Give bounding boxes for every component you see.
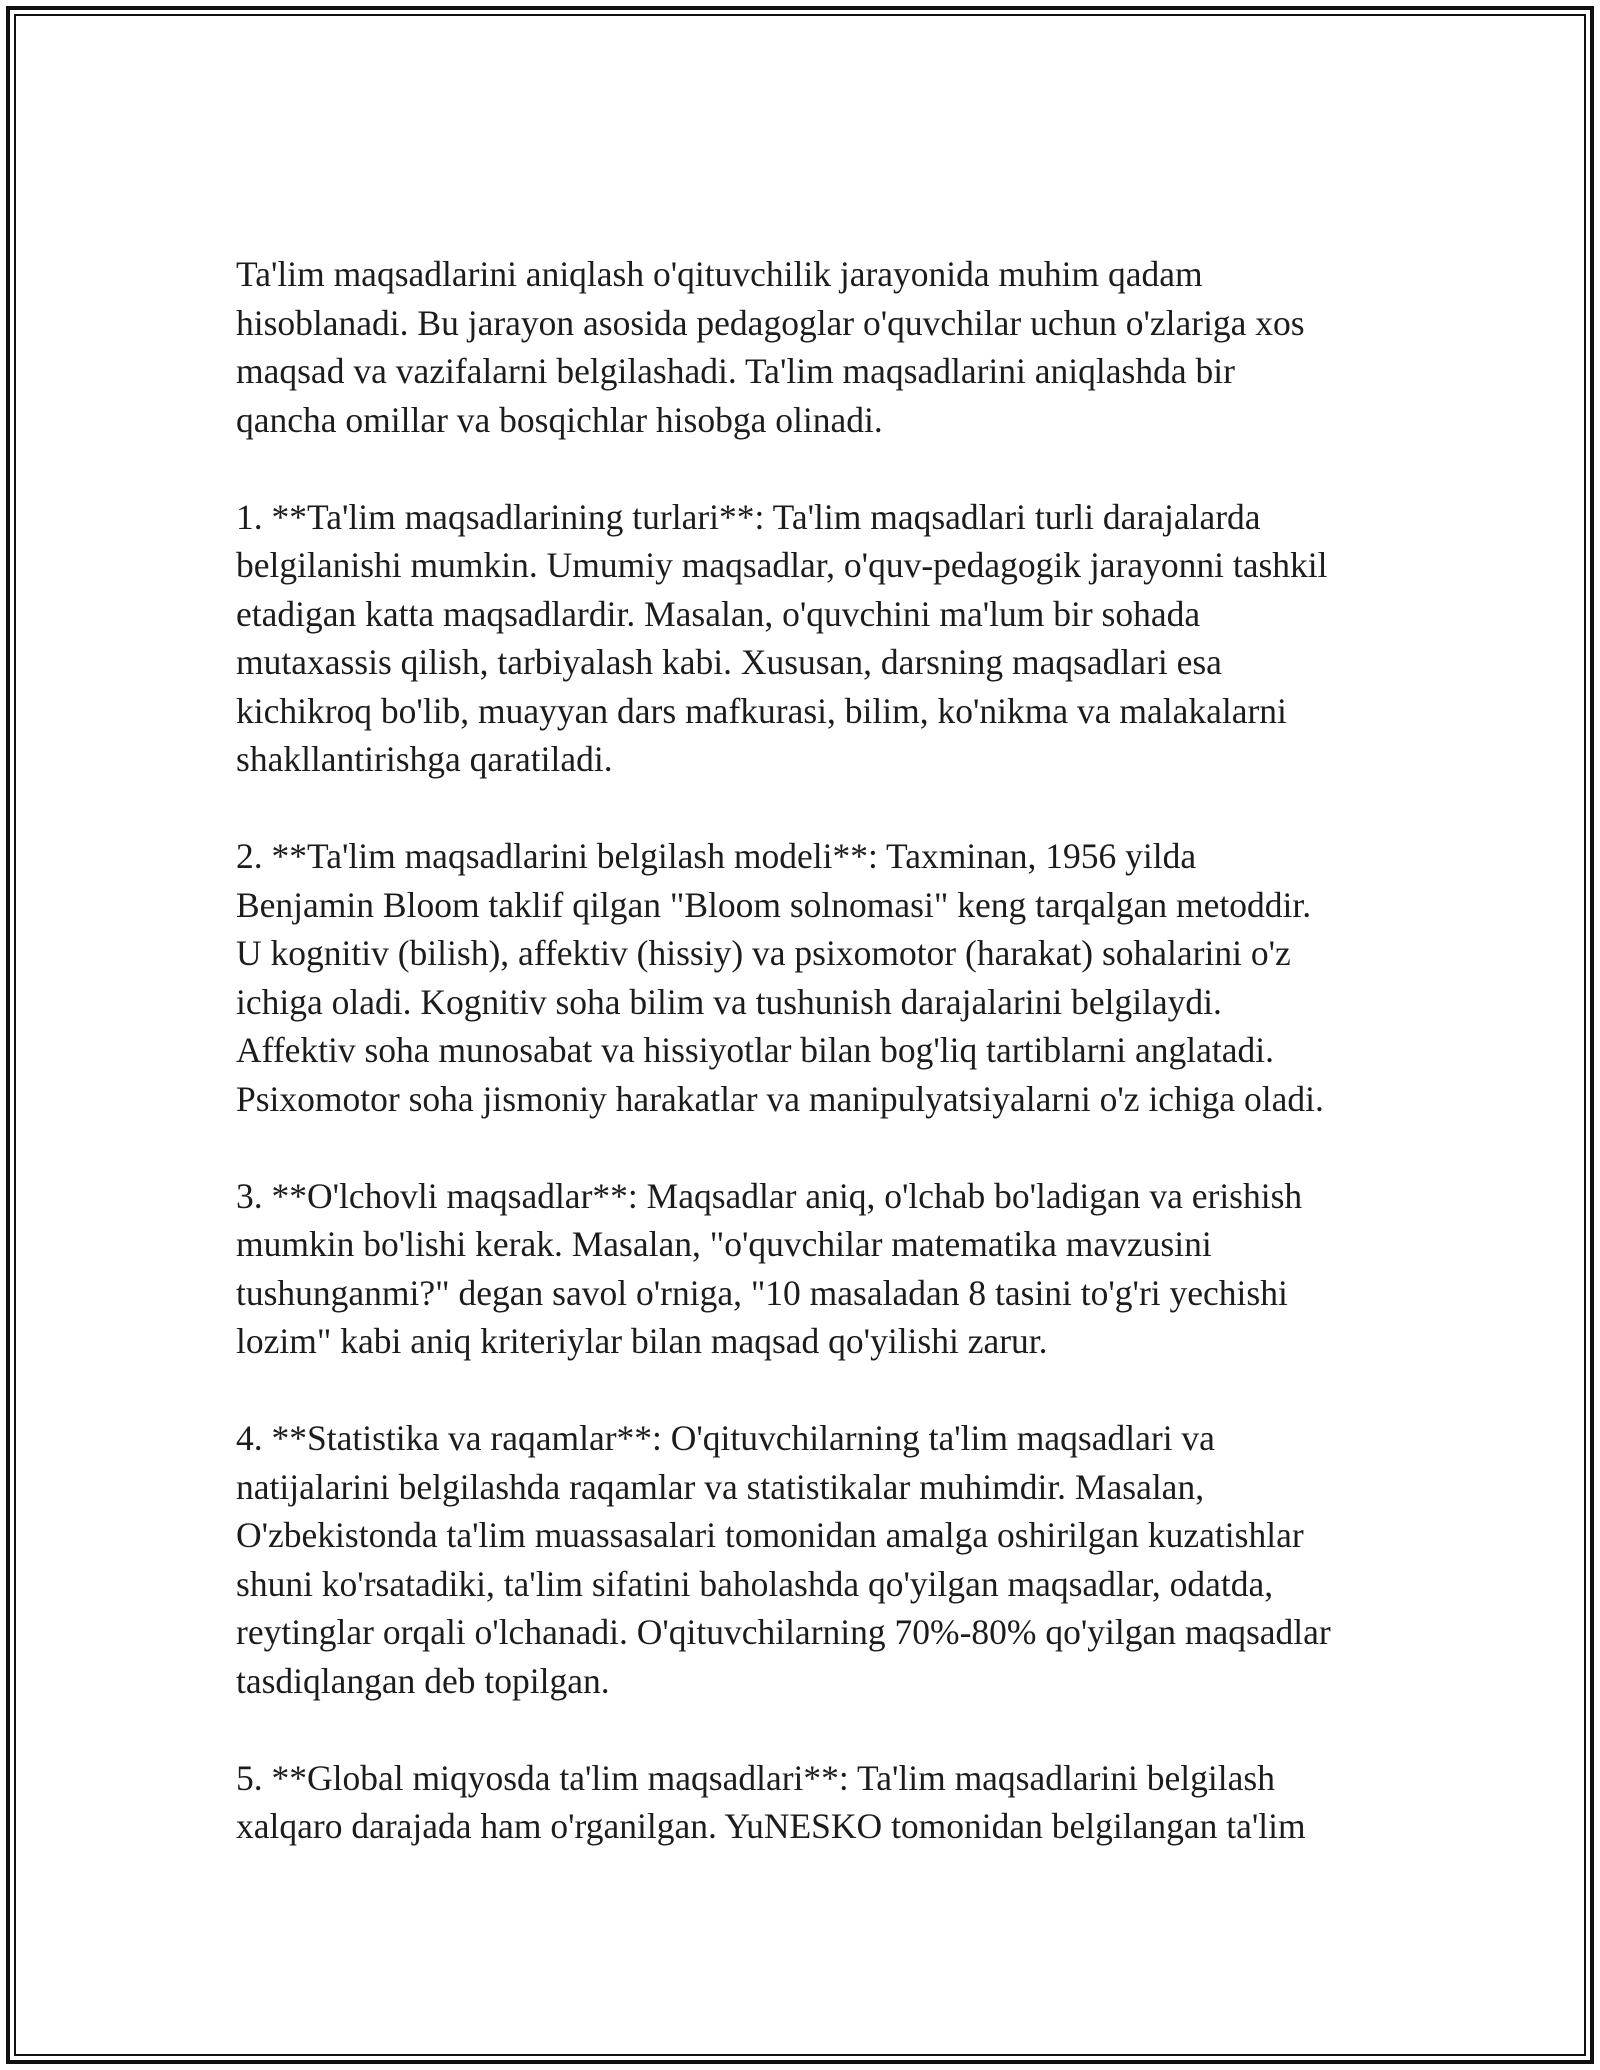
section-4-paragraph: 4. **Statistika va raqamlar**: O'qituvchilarning ta'lim maqsadlari va natijalarini belgilashda raqamlar va statistikalar muhimdir. Masalan, O'zbekistonda ta'lim muassasalari tomonidan amalga oshirilgan kuzatishlar shuni ko'rsatadiki, ta'lim sifatini baholashda qo'yilgan maqsadlar, odatda, reytinglar orqali o'lchanadi. O'qituvchilarning 70%-80% qo'yilgan maqsadlar tasdiqlangan deb topilgan. bbox=[236, 1418, 1331, 1701]
document-body bbox=[236, 250, 1386, 1851]
intro-paragraph: Ta'lim maqsadlarini aniqlash o'qituvchilik jarayonida muhim qadam hisoblanadi. Bu jarayon asosida pedagoglar o'quvchilar uchun o'zlariga xos maqsad va vazifalarni belgilashadi. Ta'lim maqsadlarini aniqlashda bir qancha omillar va bosqichlar hisobga olinadi. bbox=[236, 254, 1305, 440]
section-5-paragraph: 5. **Global miqyosda ta'lim maqsadlari**: Ta'lim maqsadlarini belgilash xalqaro darajada ham o'rganilgan. YuNESKO tomonidan belgilangan ta'lim bbox=[236, 1757, 1306, 1846]
section-2-paragraph: 2. **Ta'lim maqsadlarini belgilash modeli**: Taxminan, 1956 yilda Benjamin Bloom taklif qilgan "Bloom solnomasi" keng tarqalgan metoddir. U kognitiv (bilish), affektiv (hissiy) va psixomotor (harakat) sohalarini o'z ichiga oladi. Kognitiv soha bilim va tushunish darajalarini belgilaydi. Affektiv soha munosabat va hissiyotlar bilan bog'liq tartiblarni anglatadi. Psixomotor soha jismoniy harakatlar va manipulyatsiyalarni o'z ichiga oladi. bbox=[236, 836, 1324, 1119]
section-1-paragraph: 1. **Ta'lim maqsadlarining turlari**: Ta'lim maqsadlari turli darajalarda belgilanishi mumkin. Umumiy maqsadlar, o'quv-pedagogik jarayonni tashkil etadigan katta maqsadlardir. Masalan, o'quvchini ma'lum bir sohada mutaxassis qilish, tarbiyalash kabi. Xususan, darsning maqsadlari esa kichikroq bo'lib, muayyan dars mafkurasi, bilim, ko'nikma va malakalarni shakllantirishga qaratiladi. bbox=[236, 496, 1328, 779]
section-3-paragraph: 3. **O'lchovli maqsadlar**: Maqsadlar aniq, o'lchab bo'ladigan va erishish mumkin bo'lishi kerak. Masalan, "o'quvchilar matematika mavzusini tushunganmi?" degan savol o'rniga, "10 masaladan 8 tasini to'g'ri yechishi lozim" kabi aniq kriteriylar bilan maqsad qo'yilishi zarur. bbox=[236, 1175, 1303, 1361]
